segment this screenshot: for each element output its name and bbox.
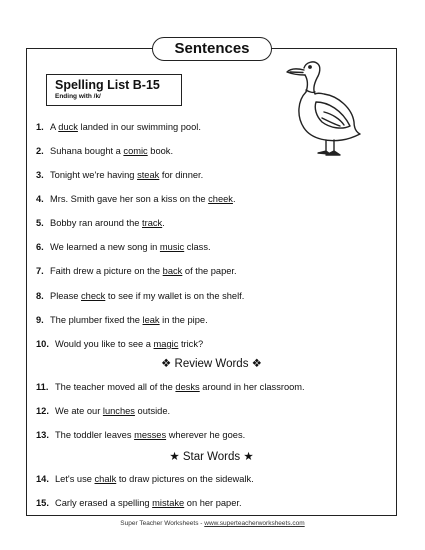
sentence-2: 2. Suhana bought a comic book. xyxy=(36,146,174,156)
sentence-number: 7. xyxy=(36,266,44,276)
page-title: Sentences xyxy=(152,37,272,61)
sentence-number: 6. xyxy=(36,242,44,252)
spelling-word: steak xyxy=(137,170,160,180)
sentence-number: 13. xyxy=(36,430,49,440)
sentence-8: 8. Please check to see if my wallet is on the shelf. xyxy=(36,291,245,301)
spelling-word: music xyxy=(159,242,185,252)
sentence-number: 9. xyxy=(36,315,44,325)
spelling-word: chalk xyxy=(94,474,117,484)
sentence-6: 6. We learned a new song in music class. xyxy=(36,242,211,252)
sentence-number: 10. xyxy=(36,339,49,349)
sentence-15: 15. Carly erased a spelling mistake on her paper. xyxy=(36,498,242,508)
sentence-14: 14. Let's use chalk to draw pictures on the sidewalk. xyxy=(36,474,254,484)
spelling-list-title: Spelling List B-15 xyxy=(55,78,160,92)
spelling-word: check xyxy=(81,291,106,301)
spelling-list-box xyxy=(46,74,182,106)
spelling-word: mistake xyxy=(152,498,185,508)
sentence-5: 5. Bobby ran around the track. xyxy=(36,218,165,228)
footer-link[interactable]: www.superteacherworksheets.com xyxy=(204,520,305,527)
sentence-number: 1. xyxy=(36,122,44,132)
spelling-word: lunches xyxy=(102,406,135,416)
sentence-12: 12. We ate our lunches outside. xyxy=(36,406,171,416)
spelling-word: leak xyxy=(142,315,160,325)
sentence-number: 3. xyxy=(36,170,44,180)
sentence-9: 9. The plumber fixed the leak in the pipe. xyxy=(36,315,208,325)
spelling-word: messes xyxy=(134,430,167,440)
spelling-word: duck xyxy=(58,122,78,132)
star-words-heading: ★ Star Words ★ xyxy=(169,451,254,463)
sentence-number: 5. xyxy=(36,218,44,228)
sentence-13: 13. The toddler leaves messes wherever he goes. xyxy=(36,430,246,440)
review-words-heading: ❖ Review Words ❖ xyxy=(161,358,262,370)
sentence-number: 11. xyxy=(36,382,49,392)
spelling-word: back xyxy=(162,266,183,276)
sentence-3: 3. Tonight we're having steak for dinner. xyxy=(36,170,204,180)
spelling-word: track xyxy=(142,218,163,228)
sentence-number: 15. xyxy=(36,498,49,508)
sentence-number: 2. xyxy=(36,146,44,156)
duck-icon xyxy=(284,56,366,166)
spelling-word: cheek xyxy=(208,194,233,204)
sentence-number: 4. xyxy=(36,194,44,204)
spelling-list-subtitle: Ending with /k/ xyxy=(55,93,101,100)
sentence-1: 1. A duck landed in our swimming pool. xyxy=(36,122,201,132)
sentence-7: 7. Faith drew a picture on the back of the paper. xyxy=(36,266,237,276)
spelling-word: desks xyxy=(175,382,200,392)
sentence-number: 8. xyxy=(36,291,44,301)
sentence-number: 14. xyxy=(36,474,49,484)
sentence-10: 10. Would you like to see a magic trick? xyxy=(36,339,204,349)
footer xyxy=(0,520,425,527)
footer-text: Super Teacher Worksheets - xyxy=(120,520,205,527)
sentence-number: 12. xyxy=(36,406,49,416)
spelling-word: comic xyxy=(123,146,148,156)
spelling-word: magic xyxy=(153,339,179,349)
sentence-11: 11. The teacher moved all of the desks around in her classroom. xyxy=(36,382,305,392)
sentence-4: 4. Mrs. Smith gave her son a kiss on the cheek. xyxy=(36,194,236,204)
